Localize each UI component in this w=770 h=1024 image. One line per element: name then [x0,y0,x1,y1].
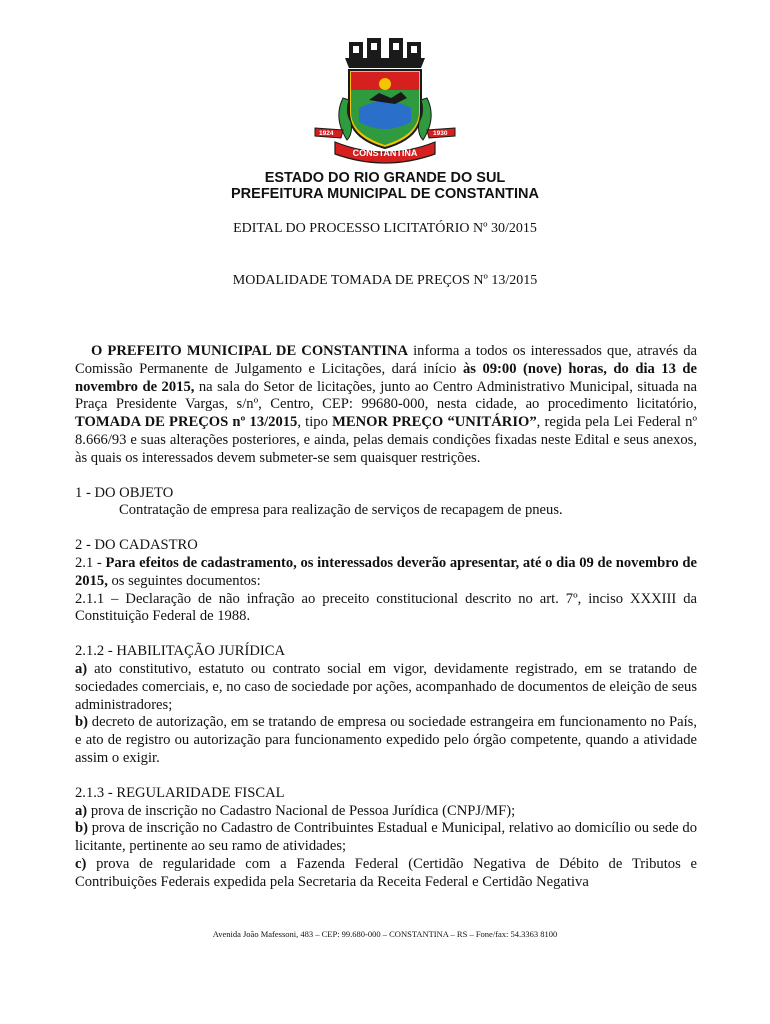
regularidade-item-c [75,856,697,892]
habilitacao-a-label: a) [75,660,88,677]
header-state: ESTADO DO RIO GRANDE DO SUL [264,170,506,186]
objeto-text: Contratação de empresa para realização de serviços de recapagem de pneus. [119,502,563,519]
regularidade-heading: 2.1.3 - REGULARIDADE FISCAL [75,784,285,801]
intro-date: às 09:00 (nove) horas, do dia 13 de novembro de 2015, [75,360,697,395]
habilitacao-heading: 2.1.2 - HABILITAÇÃO JURÍDICA [75,643,286,660]
habilitacao-item-a [75,661,697,714]
objeto-heading: 1 - DO OBJETO [75,484,174,501]
crest-banner-text: CONSTANTINA [352,148,418,158]
intro-text-1: informa a todos os interessados que, através da Comissão Permanente de Julgamento e Licitações, dará início [75,343,697,377]
habilitacao-b-text: decreto de autorização, em se tratando de empresa ou sociedade estrangeira em funcionamento no País, e ato de registro ou autorização para funcionamento expedido pelo órgão competente, quando a atividade assim o exigir. [75,714,697,766]
intro-text-2: na sala do Setor de licitações, junto ao Centro Administrativo Municipal, situada na Praça Presidente Vargas, s/nº, Centro, CEP: 99680-000, nesta cidade, ao procedimento licitatório, [75,378,697,413]
regularidade-a-label: a) [75,802,88,819]
cadastro-2-1-1: 2.1.1 – Declaração de não infração ao preceito constitucional descrito no art. 7º, inciso XXXIII da Constituição Federal de 1988. [75,590,697,625]
regularidade-c-text: prova de regularidade com a Fazenda Federal (Certidão Negativa de Débito de Tributos e Contribuições Federais expedida pela Secretaria da Receita Federal e Certidão Negativa [75,855,697,890]
municipal-coat-of-arms [309,38,461,166]
intro-text-4: , regida pela Lei Federal nº 8.666/93 e suas alterações posteriores, e ainda, pelas demais condições fixadas neste Edital e seus anexos, às quais os interessados devem submeter-se sem quaisquer restrições. [75,414,697,466]
cadastro-2-1-rest: os seguintes documentos: [107,572,261,589]
intro-prefeito: O PREFEITO MUNICIPAL DE CONSTANTINA [91,343,409,359]
crest-year-left: 1924 [319,130,334,137]
regularidade-b-label: b) [75,820,88,837]
intro-tomada: TOMADA DE PREÇOS nº 13/2015 [75,414,298,431]
regularidade-item-b [75,820,697,856]
cadastro-2-1 [75,555,697,591]
regularidade-b-text: prova de inscrição no Cadastro de Contribuintes Estadual e Municipal, relativo ao domicílio ou sede do licitante, pertinente ao seu ramo de atividades; [75,820,697,855]
document-body [75,343,697,892]
edital-title: EDITAL DO PROCESSO LICITATÓRIO Nº 30/2015 [233,221,537,236]
modalidade-title: MODALIDADE TOMADA DE PREÇOS Nº 13/2015 [232,273,538,288]
intro-menor-preco: MENOR PREÇO “UNITÁRIO” [332,414,537,431]
footer-address: Avenida João Mafessoni, 483 – CEP: 99.680-000 – CONSTANTINA – RS – Fone/fax: 54.3363 8100 [212,929,558,939]
intro-text-3: , tipo [297,414,333,431]
cadastro-heading: 2 - DO CADASTRO [75,537,198,554]
crest-year-right: 1930 [433,130,448,137]
shield [349,70,421,148]
mural-crown [345,38,425,68]
regularidade-item-a [75,803,697,821]
cadastro-2-1-number: 2.1 - [75,554,106,571]
habilitacao-a-text: ato constitutivo, estatuto ou contrato social em vigor, devidamente registrado, em se tratando de sociedades comerciais, e, no caso de sociedade por ações, acompanhado de documentos de eleição de seus administradores; [75,660,697,713]
header-prefeitura: PREFEITURA MUNICIPAL DE CONSTANTINA [231,186,539,202]
regularidade-c-label: c) [75,855,87,872]
regularidade-a-text: prova de inscrição no Cadastro Nacional de Pessoa Jurídica (CNPJ/MF); [87,802,516,819]
intro-paragraph [75,343,697,468]
habilitacao-b-label: b) [75,714,88,731]
habilitacao-item-b [75,714,697,767]
cadastro-2-1-bold: Para efeitos de cadastramento, os interessados deverão apresentar, até o dia 09 de novembro de 2015, [75,554,697,589]
